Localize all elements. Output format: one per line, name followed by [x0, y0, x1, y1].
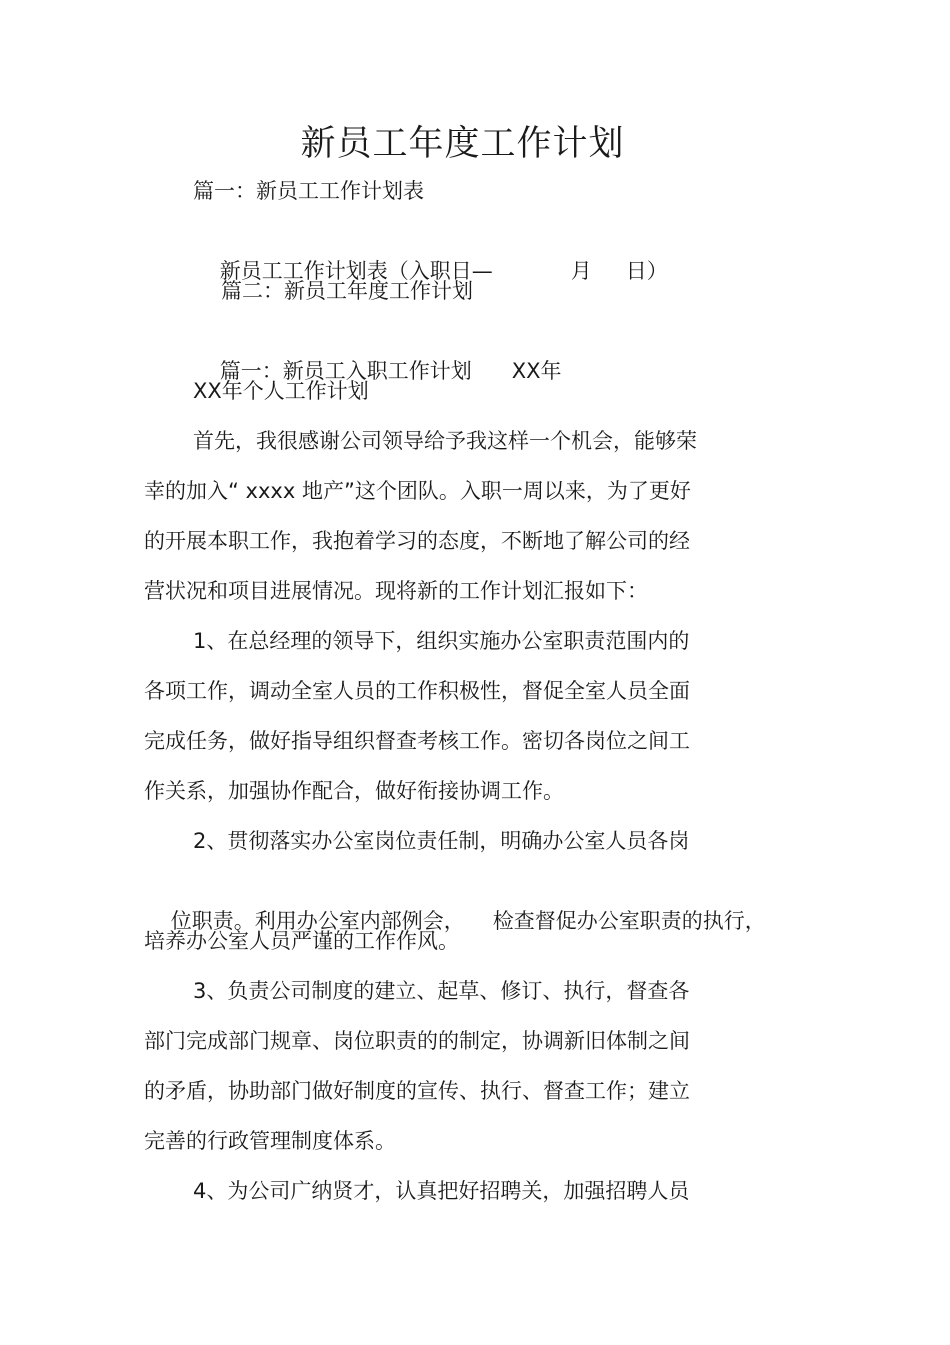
text-segment: XX年 — [511, 359, 562, 383]
paragraph-line: 完善的行政管理制度体系。 — [144, 1129, 396, 1153]
paragraph-line: 的矛盾，协助部门做好制度的宣传、执行、督查工作；建立 — [144, 1079, 690, 1103]
text-segment: 新员工工作计划表（入职日— — [219, 259, 493, 283]
text-segment: 月 — [570, 259, 592, 283]
paragraph-line: 3、负责公司制度的建立、起草、修订、执行，督查各 — [193, 979, 690, 1003]
paragraph-line: 作关系，加强协作配合，做好衔接协调工作。 — [144, 779, 564, 803]
text-segment: 篇一：新员工入职工作计划 — [219, 359, 472, 383]
paragraph-line: 2、贯彻落实办公室岗位责任制，明确办公室人员各岗 — [193, 829, 690, 853]
paragraph-line: 部门完成部门规章、岗位职责的的制定，协调新旧体制之间 — [144, 1029, 690, 1053]
text-segment: 位职责。利用办公室内部例会， — [170, 909, 465, 933]
paragraph-line: 1、在总经理的领导下，组织实施办公室职责范围内的 — [193, 629, 690, 653]
paragraph-line: 幸的加入“ xxxx 地产”这个团队。入职一周以来，为了更好 — [144, 479, 691, 503]
paragraph-line: 的开展本职工作，我抱着学习的态度，不断地了解公司的经 — [144, 529, 690, 553]
paragraph-line: 培养办公室人员严谨的工作作风。 — [144, 929, 459, 953]
heading-line: 篇二：新员工年度工作计划 — [221, 279, 473, 303]
paragraph-line: 完成任务，做好指导组织督查考核工作。密切各岗位之间工 — [144, 729, 690, 753]
paragraph-line: 营状况和项目进展情况。现将新的工作计划汇报如下： — [144, 579, 648, 603]
heading-line: 篇一：新员工工作计划表 — [193, 179, 424, 203]
heading-line: XX年个人工作计划 — [193, 379, 369, 403]
text-segment: 检查督促办公室职责的执行， — [492, 909, 766, 933]
paragraph-line: 首先，我很感谢公司领导给予我这样一个机会，能够荣 — [193, 429, 697, 453]
text-segment: 日） — [625, 259, 668, 283]
paragraph-line: 4、为公司广纳贤才，认真把好招聘关，加强招聘人员 — [193, 1179, 690, 1203]
document-title: 新员工年度工作计划 — [300, 124, 625, 164]
paragraph-line: 各项工作，调动全室人员的工作积极性，督促全室人员全面 — [144, 679, 690, 703]
